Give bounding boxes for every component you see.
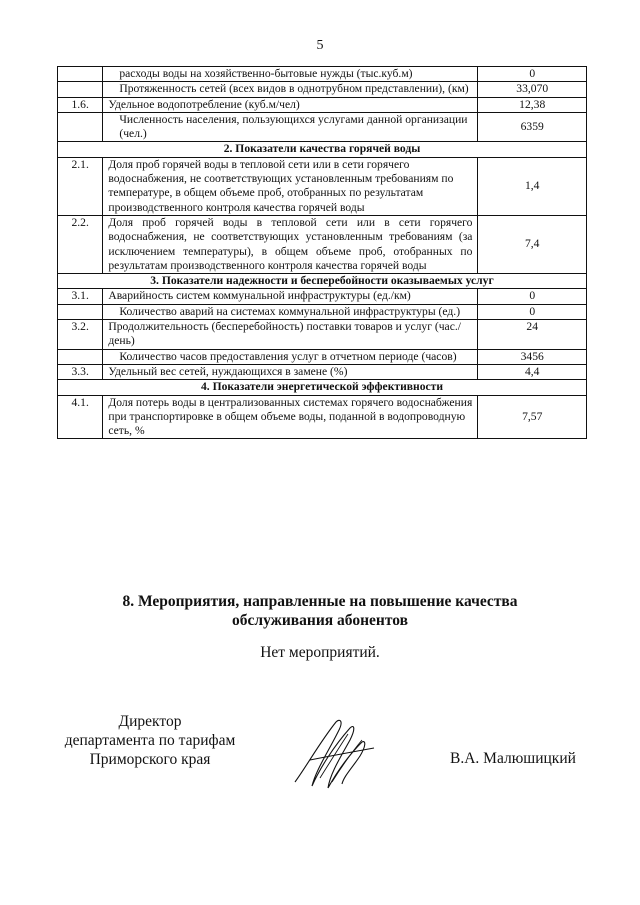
section-8-heading <box>0 592 640 630</box>
section-8-heading-line1: 8. Мероприятия, направленные на повышение качества <box>122 593 518 610</box>
page-number: 5 <box>316 38 324 53</box>
signer-title <box>50 712 250 769</box>
indicators-table <box>57 66 587 439</box>
row-number <box>58 304 103 319</box>
row-value: 4,4 <box>478 364 587 379</box>
section-8-heading-line2: обслуживания абонентов <box>232 612 408 629</box>
row-description: Удельное водопотребление (куб.м/чел) <box>103 97 478 112</box>
row-description: Количество аварий на системах коммунальной инфраструктуры (ед.) <box>103 304 478 319</box>
row-value: 24 <box>478 320 587 350</box>
section-title: 3. Показатели надежности и бесперебойности оказываемых услуг <box>58 274 587 289</box>
signer-title-line1: Директор <box>118 713 182 730</box>
row-value: 0 <box>478 289 587 304</box>
no-events-text: Нет мероприятий. <box>260 644 380 661</box>
table-row <box>58 157 587 215</box>
row-number: 1.6. <box>58 97 103 112</box>
signer-name: В.А. Малюшицкий <box>450 750 576 767</box>
row-value: 33,070 <box>478 82 587 97</box>
row-number: 2.1. <box>58 157 103 215</box>
table-row <box>58 289 587 304</box>
table-row <box>58 215 587 273</box>
table-row <box>58 67 587 82</box>
table-row <box>58 364 587 379</box>
row-value: 1,4 <box>478 157 587 215</box>
row-value: 0 <box>478 304 587 319</box>
signer-title-line3: Приморского края <box>89 751 211 768</box>
table-row <box>58 82 587 97</box>
signer-title-line2: департамента по тарифам <box>64 732 236 749</box>
row-number: 3.3. <box>58 364 103 379</box>
row-number: 2.2. <box>58 215 103 273</box>
row-description: Протяженность сетей (всех видов в однотрубном представлении), (км) <box>103 82 478 97</box>
table-row <box>58 112 587 142</box>
row-description: Доля потерь воды в централизованных системах горячего водоснабжения при транспортировке в общем объеме воды, поданной в водопроводную сеть, % <box>103 395 478 439</box>
section-header-row <box>58 274 587 289</box>
table-row <box>58 304 587 319</box>
row-description: Доля проб горячей воды в тепловой сети или в сети горячего водоснабжения, не соответствующих установленным требованиям (за исключением температуры), в общем объеме проб, отобранных по результатам производственного контроля качества горячей воды <box>103 215 478 273</box>
table-row <box>58 349 587 364</box>
table-row <box>58 395 587 439</box>
indicators-table-body <box>58 67 587 439</box>
row-number <box>58 349 103 364</box>
row-description: Доля проб горячей воды в тепловой сети или в сети горячего водоснабжения, не соответствующих установленным требованиям по температуре, в общем объеме проб, отобранных по результатам производственного контроля качества горячей воды <box>103 157 478 215</box>
row-number: 3.2. <box>58 320 103 350</box>
row-description: Продолжительность (бесперебойность) поставки товаров и услуг (час./день) <box>103 320 478 350</box>
row-description: Количество часов предоставления услуг в отчетном периоде (часов) <box>103 349 478 364</box>
row-number <box>58 82 103 97</box>
row-description: Численность населения, пользующихся услугами данной организации (чел.) <box>103 112 478 142</box>
row-description: Аварийность систем коммунальной инфраструктуры (ед./км) <box>103 289 478 304</box>
row-value: 0 <box>478 67 587 82</box>
table-row <box>58 320 587 350</box>
section-header-row <box>58 142 587 157</box>
section-title: 4. Показатели энергетической эффективности <box>58 380 587 395</box>
section-header-row <box>58 380 587 395</box>
table-row <box>58 97 587 112</box>
row-number <box>58 67 103 82</box>
row-description: Удельный вес сетей, нуждающихся в замене (%) <box>103 364 478 379</box>
row-value: 3456 <box>478 349 587 364</box>
row-number <box>58 112 103 142</box>
handwritten-signature <box>290 712 380 792</box>
row-description: расходы воды на хозяйственно-бытовые нужды (тыс.куб.м) <box>103 67 478 82</box>
row-value: 7,57 <box>478 395 587 439</box>
row-value: 12,38 <box>478 97 587 112</box>
row-number: 4.1. <box>58 395 103 439</box>
row-value: 7,4 <box>478 215 587 273</box>
row-value: 6359 <box>478 112 587 142</box>
row-number: 3.1. <box>58 289 103 304</box>
section-title: 2. Показатели качества горячей воды <box>58 142 587 157</box>
